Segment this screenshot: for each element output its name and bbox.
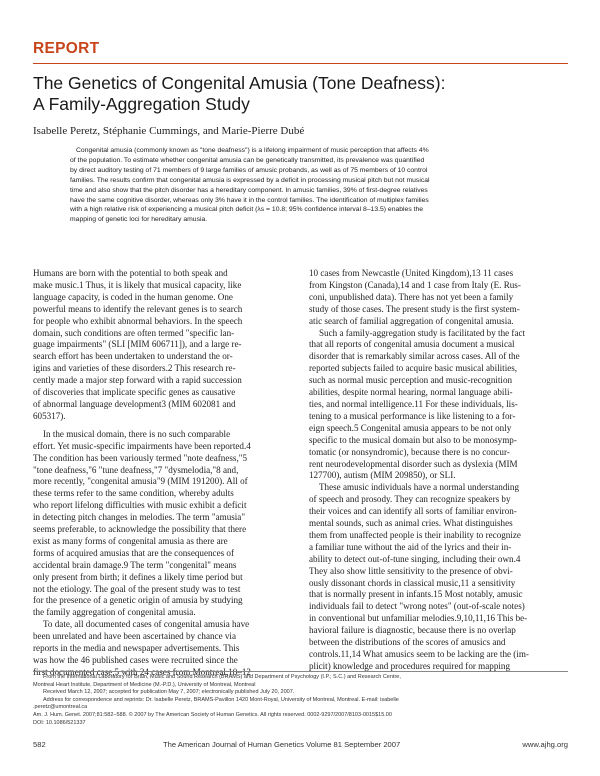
body-text-line: cently made a major step forward with a rapid succession	[33, 375, 242, 386]
body-text-line: effort. Yet music-specific impairments have been reported.4	[33, 440, 251, 451]
body-text-line: reported subjects failed to acquire basic musical abilities,	[309, 363, 518, 374]
abstract-line: of the population. To estimate whether congenital amusia can be genetically transmitted, its prevalence was quantified	[70, 156, 425, 164]
body-text-line: powerful means to identify the relevant genes is to search	[33, 303, 243, 314]
abstract-line: have the same cognitive disorder, whereas only 3% have it in the control families. The identification of multiplex families	[70, 196, 429, 204]
body-text-line: "tone deafness,"6 "tune deafness,"7 "dysmelodia,"8 and,	[33, 464, 239, 475]
body-text-line: study of those cases. The present study is the first system-	[309, 303, 520, 314]
body-text-line: Humans are born with the potential to both speak and	[33, 268, 228, 278]
body-text-line: individuals fail to detect "wrong notes" (out-of-scale notes)	[309, 601, 525, 612]
footnote-line: Received March 12, 2007; accepted for publication May 7, 2007; electronically published July 20, 2007.	[43, 689, 295, 696]
body-text-line: for people who exhibit abnormal behaviors. In the speech	[33, 315, 243, 326]
section-label: REPORT	[33, 40, 100, 57]
body-text-line: make music.1 Thus, it is likely that musical capacity, like	[33, 279, 242, 290]
body-column-left	[33, 268, 295, 679]
body-text-line: ously dissonant chords in classical music,11 a sensitivity	[309, 577, 516, 588]
abstract	[70, 146, 568, 225]
body-text-line: igins and varieties of these disorders.2 This research re-	[33, 363, 236, 374]
body-text-line: for the presence of a genetic origin of amusia by studying	[33, 595, 243, 606]
body-text-line: 127700), autism (MIM 209850), or SLI.	[309, 470, 456, 481]
body-text-line: language capacity, is coded in the human genome. One	[33, 291, 233, 302]
body-text-line: reports in the media and newspaper advertisements. This	[33, 643, 240, 654]
footnote-line: Am. J. Hum. Genet. 2007;81:582–588. © 2007 by The American Society of Human Genetics. All rights reserved. 0002-9297/2007/8103-0015$15.00	[33, 711, 392, 718]
body-text-line: of abnormal language development3 (MIM 602081 and	[33, 398, 236, 409]
body-column-right	[309, 268, 571, 673]
body-text-line: only present from birth; it defines a likely time period but	[33, 571, 243, 582]
body-text-line: plicit) knowledge and procedures required for mapping	[309, 660, 511, 671]
body-text-line: ability to detect out-of-tune singing, including their own.4	[309, 553, 521, 564]
body-text-line: search effort has been undertaken to understand the or-	[33, 351, 233, 362]
footnote-line: Address for correspondence and reprints: Dr. Isabelle Peretz, BRAMS-Pavillon 1420 Mont-Royal, University of Montreal, Montreal. E-mail: isabelle	[43, 696, 399, 703]
body-text-line: specific to the musical domain but also to be monosymp-	[309, 434, 517, 445]
abstract-line: with a high relative risk of experiencing a musical pitch deficit (λs = 10.8; 95% confidence interval 8–13.5) enables the	[70, 206, 424, 214]
body-text-line: atic search of familial aggregation of congenital amusia.	[309, 315, 514, 326]
body-text-line: tening to a musical performance is like listening to a for-	[309, 410, 516, 421]
body-text-line: The condition has been variously termed "note deafness,"5	[33, 452, 247, 463]
journal-citation: The American Journal of Human Genetics Volume 81 September 2007	[163, 740, 401, 749]
title-line: The Genetics of Congenital Amusia (Tone Deafness):	[33, 73, 446, 93]
body-text-line: in detecting pitch changes in melodies. The term "amusia"	[33, 512, 246, 523]
body-text-line: the family aggregation of congenital amusia.	[33, 607, 196, 618]
body-text-line: havioral failure is diagnostic, because there is no overlap	[309, 625, 516, 636]
article-title	[33, 73, 573, 115]
body-text-line: between the distributions of the scores of amusics and	[309, 637, 506, 648]
body-text-line: abilities, despite normal hearing, normal language abili-	[309, 387, 513, 398]
body-text-line: was how the 46 published cases were recruited since the	[33, 655, 238, 665]
body-text-line: rent neurodevelopmental disorder such as dyslexia (MIM	[309, 458, 518, 469]
section-rule	[33, 63, 568, 64]
footnote-line: DOI: 10.1086/521337	[33, 719, 86, 726]
body-text-line: They also show little sensitivity to the presence of obvi-	[309, 565, 513, 576]
page-number: 582	[33, 740, 46, 749]
body-text-line: 605317).	[33, 410, 66, 421]
abstract-line: families. The results confirm that congenital amusia is expressed by a deficit in processing musical pitch but not musical	[70, 176, 430, 184]
body-text-line: 10 cases from Newcastle (United Kingdom),13 11 cases	[309, 268, 514, 278]
body-text-line: In the musical domain, there is no such comparable	[43, 428, 231, 439]
body-text-line: of discoveries that implicate specific genes as causative	[33, 387, 236, 398]
body-text-line: not the etiology. The goal of the present study was to test	[33, 583, 241, 594]
footnote-rule	[33, 671, 568, 672]
body-text-line: that all reports of congenital amusia document a musical	[309, 339, 515, 350]
abstract-line: Congenital amusia (commonly known as "tone deafness") is a lifelong impairment of music perception that affects 4%	[76, 147, 429, 154]
footnote-line: From the International Laboratory for Brain, Music and Sound Research (BRAMS) and Department of Psychology (I.P.; S.C.) and Research Centre,	[43, 674, 401, 680]
body-text-line: their voices and can identify all sorts of familiar environ-	[309, 506, 517, 517]
body-text-line: in conventional but unfamiliar melodies.9,10,11,16 This be-	[309, 613, 528, 624]
body-text-line: accidental brain damage.9 The term "congenital" means	[33, 559, 237, 570]
body-text-line: Such a family-aggregation study is facilitated by the fact	[319, 327, 526, 338]
body-text-line: coni, unpublished data). There has not yet been a family	[309, 291, 514, 302]
abstract-line: by direct auditory testing of 71 members of 9 large families of amusic probands, as well as of 75 members of 10 control	[70, 166, 428, 174]
body-text-line: exist as many forms of congenital amusia as there are	[33, 535, 228, 546]
body-text-line: controls.11,14 What amusics seem to be lacking are the (im-	[309, 649, 529, 659]
body-text-line: eign speech.5 Congenital amusia appears to be not only	[309, 422, 512, 433]
body-text-line: them from unaffected people is their inability to recognize	[309, 529, 521, 540]
footnote-line: Montreal Heart Institute, Department of Medicine (M.-P.D.), University of Montreal, Montreal	[33, 681, 256, 688]
body-text-line: tomatic (or nonsyndromic), because there is no concur-	[309, 446, 510, 457]
body-text-line: of speech and prosody. They can recognize speakers by	[309, 494, 511, 505]
body-text-line: from Kingston (Canada),14 and 1 case from Italy (E. Rus-	[309, 279, 521, 290]
abstract-line: time and also show that the pitch disorder has a hereditary component. In amusic families, 39% of first-degree relatives	[70, 186, 428, 194]
body-text-line: domain, such conditions are often termed "specific lan-	[33, 327, 235, 338]
body-text-line: disorder that is remarkably similar across cases. All of the	[309, 351, 520, 362]
title-line: A Family-Aggregation Study	[33, 94, 250, 114]
author-list: Isabelle Peretz, Stéphanie Cummings, and Marie-Pierre Dubé	[33, 125, 305, 137]
body-text-line: been unrelated and have been ascertained by chance via	[33, 631, 236, 642]
body-text-line: such as normal music perception and music-recognition	[309, 375, 513, 386]
body-text-line: guage impairments" (SLI [MIM 606711]), and a large re-	[33, 339, 242, 350]
body-text-line: these terms refer to the same condition, whereby adults	[33, 488, 234, 499]
body-text-line: forms of acquired amusias that are the consequences of	[33, 547, 234, 558]
body-text-line: ties, and normal intelligence.11 For these individuals, lis-	[309, 398, 518, 409]
abstract-line: mapping of genetic loci for hereditary amusia.	[70, 216, 208, 224]
body-text-line: that is normally present in infants.15 Most notably, amusic	[309, 589, 523, 600]
body-text-line: seems preferable, to acknowledge the possibility that there	[33, 524, 247, 535]
footnote-line: .peretz@umontreal.ca	[33, 704, 88, 711]
journal-url[interactable]: www.ajhg.org	[522, 740, 568, 749]
body-text-line: a familiar tune without the aid of the lyrics and their in-	[309, 541, 512, 552]
body-text-line: To date, all documented cases of congenital amusia have	[43, 619, 250, 630]
body-text-line: more recently, "congenital amusia"9 (MIM 191200). All of	[33, 476, 248, 487]
body-text-line: These amusic individuals have a normal understanding	[319, 482, 520, 493]
body-text-line: first documented case,5 with 24 cases from Montreal,10–12	[33, 666, 251, 677]
footnotes	[33, 674, 568, 727]
body-text-line: who report lifelong difficulties with music exhibit a deficit	[33, 500, 247, 511]
body-text-line: mental sounds, such as animal cries. What distinguishes	[309, 518, 513, 529]
